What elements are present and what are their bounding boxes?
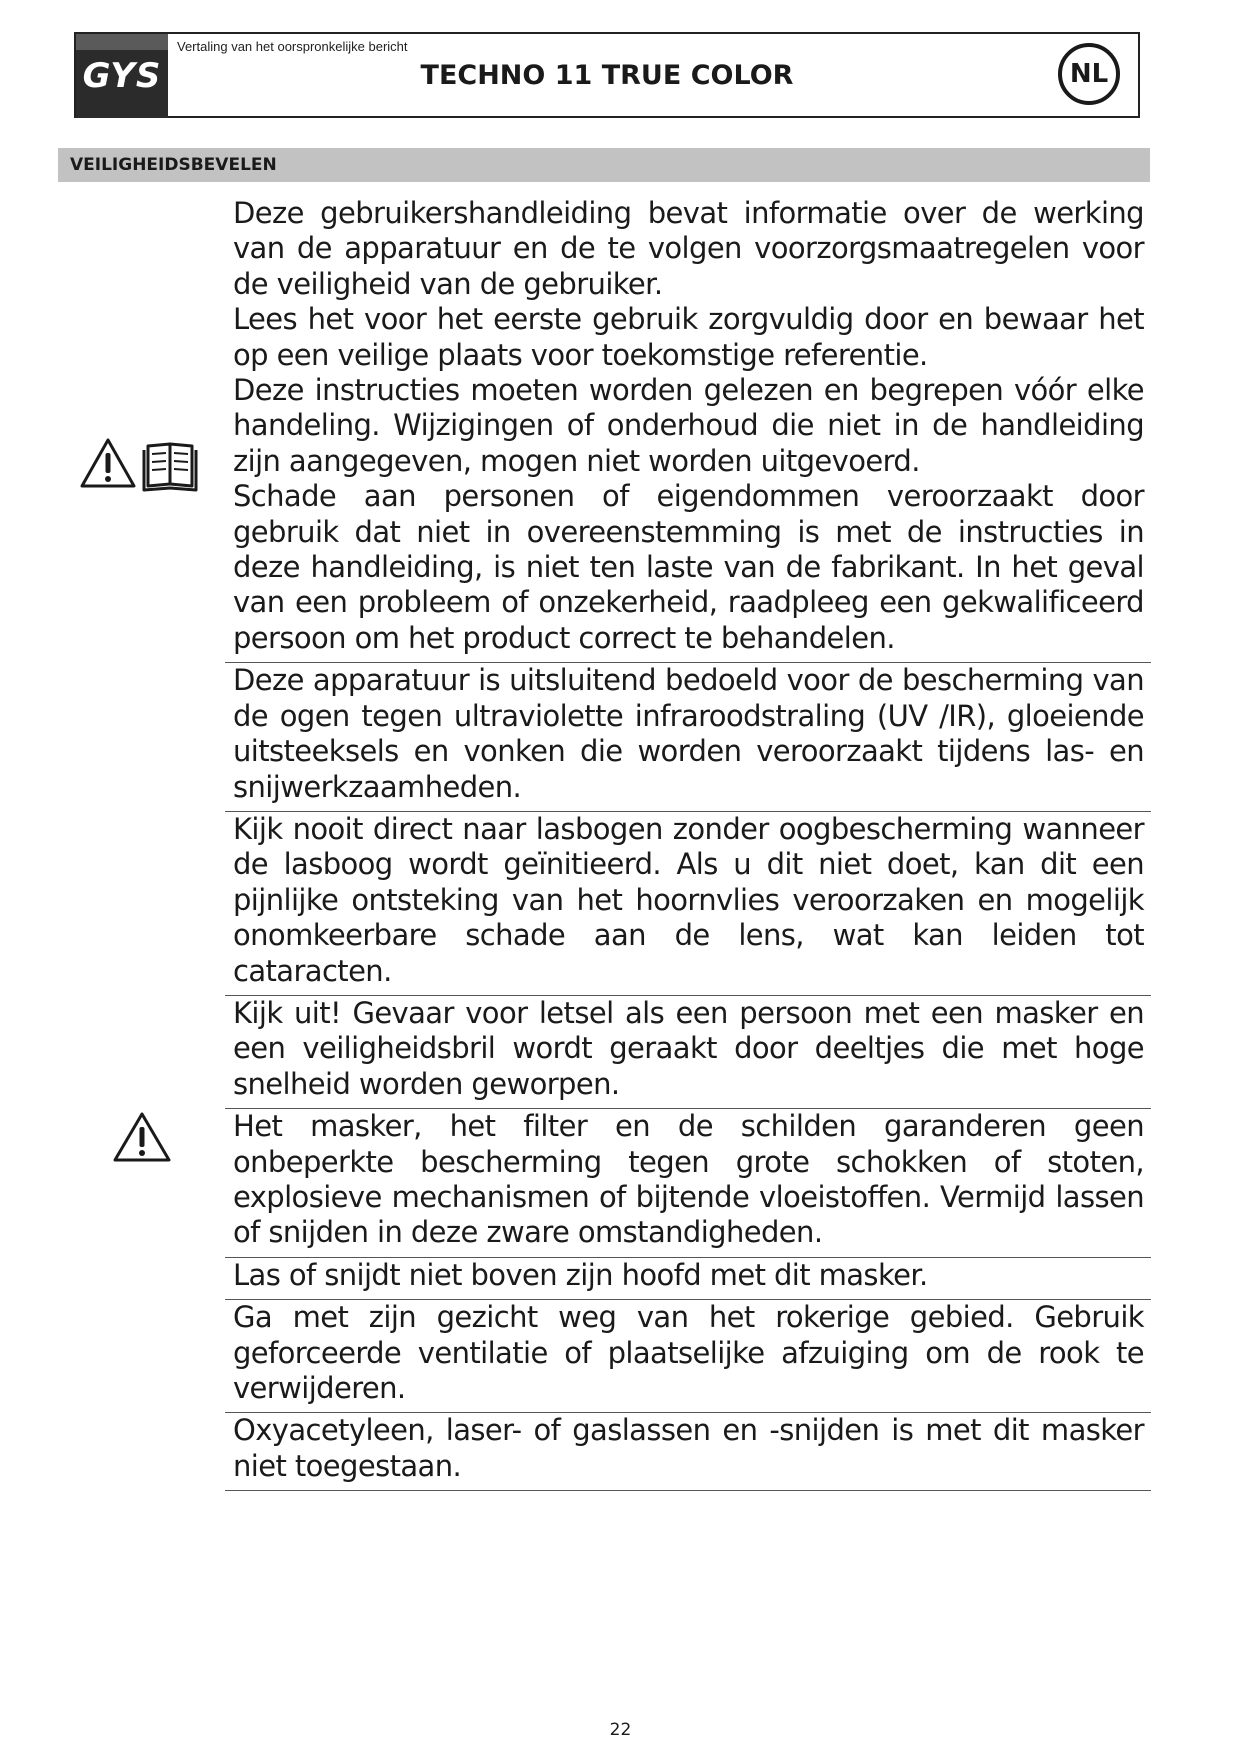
document-title: TECHNO 11 TRUE COLOR xyxy=(420,60,794,91)
manual-book-icon xyxy=(144,444,196,490)
paragraph: Deze apparatuur is uitsluitend bedoeld voor de bescherming van de ogen tegen ultraviolette infraroodstraling (UV /IR), gloeiende uitsteeksels en vonken die worden veroorzaakt tijdens las- en snijwerkzaamheden. xyxy=(233,663,1144,804)
section-bar xyxy=(58,148,1150,182)
paragraph: Deze gebruikershandleiding bevat informatie over de werking van de apparatuur en de te volgen voorzorgsmaatregelen voor de veiligheid van de gebruiker. xyxy=(233,196,1144,301)
instruction-block xyxy=(225,1109,1151,1258)
logo-band xyxy=(76,34,168,50)
paragraph: Ga met zijn gezicht weg van het rokerige gebied. Gebruik geforceerde ventilatie of plaatselijke afzuiging om de rook te verwijderen. xyxy=(233,1300,1144,1405)
warning-triangle-icon xyxy=(82,440,134,486)
instruction-block xyxy=(225,812,1151,996)
logo-text: GYS xyxy=(82,56,162,96)
instruction-block xyxy=(225,996,1151,1109)
paragraph: Oxyacetyleen, laser- of gaslassen en -snijden is met dit masker niet toegestaan. xyxy=(233,1413,1144,1483)
instruction-block xyxy=(225,1413,1151,1491)
section-title: VEILIGHEIDSBEVELEN xyxy=(70,155,277,175)
safety-instructions xyxy=(225,196,1151,1491)
instruction-block xyxy=(225,663,1151,812)
page-number: 22 xyxy=(609,1720,632,1740)
paragraph: Lees het voor het eerste gebruik zorgvuldig door en bewaar het op een veilige plaats voor toekomstige referentie. xyxy=(233,302,1144,372)
gys-logo xyxy=(76,34,168,118)
paragraph: Het masker, het filter en de schilden garanderen geen onbeperkte bescherming tegen grote schokken of stoten, explosieve mechanismen of bijtende vloeistoffen. Vermijd lassen of snijden in deze zware omstandigheden. xyxy=(233,1109,1144,1250)
warning-manual-icons xyxy=(80,436,208,492)
paragraph: Las of snijdt niet boven zijn hoofd met dit masker. xyxy=(233,1257,928,1292)
translation-note: Vertaling van het oorspronkelijke bericht xyxy=(177,39,408,54)
paragraph: Kijk uit! Gevaar voor letsel als een persoon met een masker en een veiligheidsbril wordt geraakt door deeltjes die met hoge snelheid worden geworpen. xyxy=(233,995,1144,1101)
warning-triangle-icon xyxy=(112,1110,172,1164)
instruction-block xyxy=(225,1300,1151,1413)
language-badge: NL xyxy=(1058,43,1120,105)
instruction-block xyxy=(225,1258,1151,1300)
paragraph: Schade aan personen of eigendommen veroorzaakt door gebruik dat niet in overeenstemming is met de instructies in deze handleiding, is niet ten laste van de fabrikant. In het geval van een probleem of onzekerheid, raadpleeg een gekwalificeerd persoon om het product correct te behandelen. xyxy=(233,479,1144,655)
paragraph: Kijk nooit direct naar lasbogen zonder oogbescherming wanneer de lasboog wordt geïnitieerd. Als u dit niet doet, kan dit een pijnlijke ontsteking van het hoornvlies veroorzaken en mogelijk onomkeerbare schade aan de lens, wat kan leiden tot cataracten. xyxy=(233,811,1144,988)
paragraph: Deze instructies moeten worden gelezen en begrepen vóór elke handeling. Wijzigingen of onderhoud die niet in de handleiding zijn aangegeven, mogen niet worden uitgevoerd. xyxy=(233,373,1144,478)
instruction-block-general xyxy=(225,196,1151,663)
document-header xyxy=(74,32,1140,118)
